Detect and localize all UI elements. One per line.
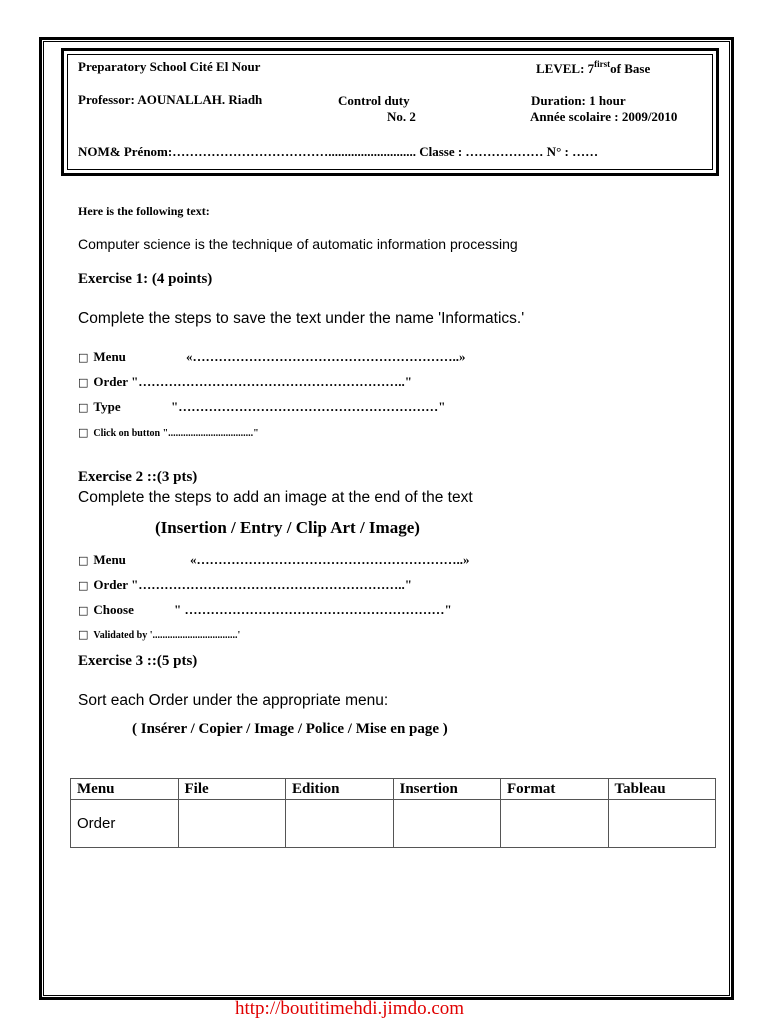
exercise2-path: (Insertion / Entry / Clip Art / Image) (155, 518, 420, 537)
checkbox-icon: □ (78, 426, 89, 439)
table-answer-cell[interactable] (286, 800, 394, 848)
menu-order-table (70, 778, 716, 848)
table-header-cell: Edition (286, 779, 394, 800)
ex2-step-order: □ Order "…………………………………………………….." (78, 577, 413, 592)
table-header-cell: Insertion (393, 779, 501, 800)
checkbox-icon: □ (78, 579, 89, 592)
checkbox-icon: □ (78, 628, 89, 641)
table-header-cell: Tableau (608, 779, 716, 800)
professor: Professor: AOUNALLAH. Riadh (78, 92, 263, 107)
checkbox-icon: □ (78, 401, 89, 414)
name-class-line: NOM& Prénom:………………………………........................... Classe : ……………… N° : …… (78, 144, 599, 159)
exercise2-instruction: Complete the steps to add an image at the end of the text (78, 489, 473, 506)
table-answer-cell[interactable] (501, 800, 609, 848)
ex1-step-click: □ Click on button ".................................." (78, 426, 259, 439)
exercise3-title: Exercise 3 ::(5 pts) (78, 653, 198, 669)
checkbox-icon: □ (78, 604, 89, 617)
control-duty: Control duty (338, 93, 410, 108)
table-answer-cell[interactable] (393, 800, 501, 848)
table-header-cell: Format (501, 779, 609, 800)
intro-label: Here is the following text: (78, 204, 210, 218)
table-header-cell: File (178, 779, 286, 800)
table-row-label: Order (71, 800, 179, 848)
table-answer-cell[interactable] (608, 800, 716, 848)
ex2-step-menu-blank: «……………………………………………………..» (190, 552, 470, 567)
checkbox-icon: □ (78, 554, 89, 567)
table-header-cell: Menu (71, 779, 179, 800)
ex1-step-menu: □ Menu (78, 349, 126, 364)
footer-link[interactable]: http://boutitimehdi.jimdo.com (235, 998, 465, 1019)
exercise3-options: ( Insérer / Copier / Image / Police / Mise en page ) (132, 721, 448, 737)
ex2-step-choose-blank: " ……………………………………………………" (174, 602, 452, 617)
school-year: Année scolaire : 2009/2010 (530, 109, 678, 124)
table-answer-cell[interactable] (178, 800, 286, 848)
level: LEVEL: $7^{first}of$ Base (536, 59, 651, 76)
exercise1-title: Exercise 1: (4 points) (78, 271, 213, 287)
exercise2-title: Exercise 2 ::(3 pts) (78, 469, 198, 485)
exercise3-instruction: Sort each Order under the appropriate menu: (78, 692, 389, 709)
ex2-step-validate: □ Validated by '..................................' (78, 628, 241, 641)
ex1-step-order: □ Order "…………………………………………………….." (78, 374, 413, 389)
checkbox-icon: □ (78, 376, 89, 389)
table-header-row (71, 779, 716, 800)
ex2-step-choose: □ Choose (78, 602, 134, 617)
ex1-step-type: □ Type (78, 399, 121, 414)
table-row (71, 800, 716, 848)
duration: Duration: 1 hour (531, 93, 626, 108)
ex1-step-menu-blank: «……………………………………………………..» (186, 349, 466, 364)
ex1-step-type-blank: "……………………………………………………" (171, 399, 446, 414)
intro-text: Computer science is the technique of automatic information processing (78, 236, 518, 252)
exercise1-instruction: Complete the steps to save the text under the name 'Informatics.' (78, 310, 525, 327)
checkbox-icon: □ (78, 351, 89, 364)
control-number: No. 2 (387, 109, 416, 124)
school-name: Preparatory School Cité El Nour (78, 59, 261, 74)
ex2-step-menu: □ Menu (78, 552, 126, 567)
